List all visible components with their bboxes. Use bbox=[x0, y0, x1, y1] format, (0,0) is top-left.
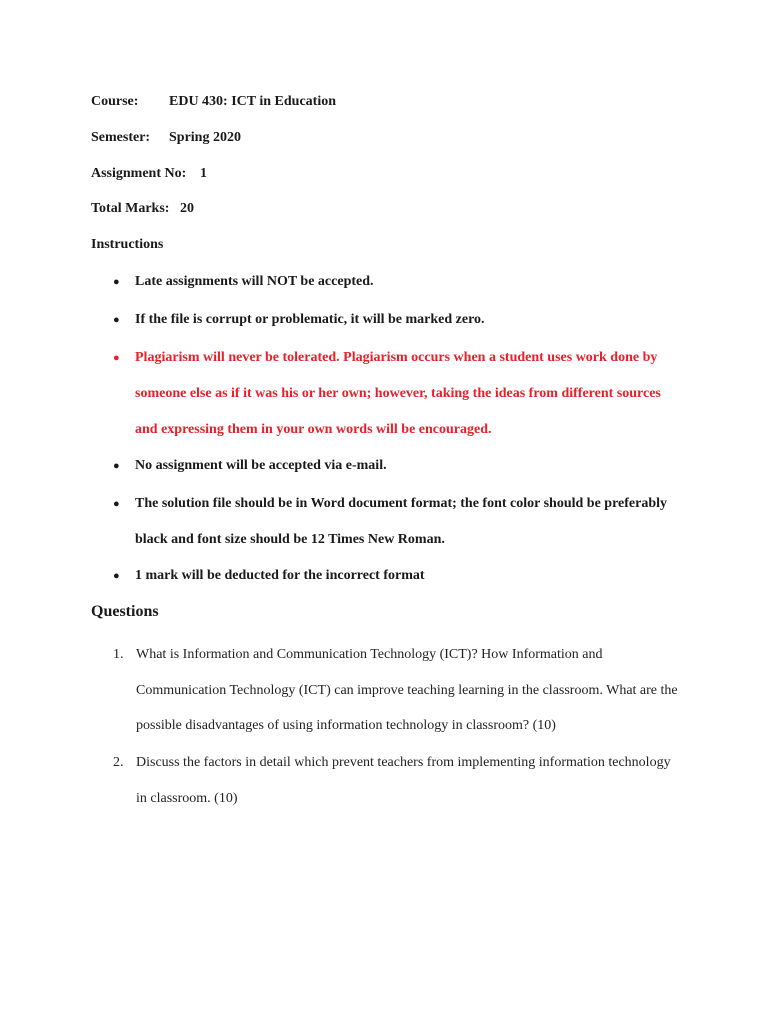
bullet-icon: ● bbox=[113, 314, 120, 326]
instruction-text: Late assignments will NOT be accepted. bbox=[135, 274, 374, 289]
total-marks-line bbox=[91, 201, 194, 217]
assignment-line bbox=[91, 166, 207, 182]
instruction-item bbox=[113, 448, 673, 484]
course-value: EDU 430: ICT in Education bbox=[169, 94, 337, 109]
instruction-item bbox=[113, 302, 673, 338]
bullet-icon: ● bbox=[113, 570, 120, 582]
instructions-label: Instructions bbox=[91, 237, 164, 252]
question-number: 1. bbox=[113, 647, 124, 662]
instruction-text: Plagiarism will never be tolerated. Plagiarism occurs when a student uses work done by someone else as if it was his or her own; however, taking the ideas from different sources and expressing them in your own words will be encouraged. bbox=[135, 350, 661, 437]
bullet-icon: ● bbox=[113, 276, 120, 288]
assignment-value: 1 bbox=[200, 166, 207, 181]
total-marks-label: Total Marks: bbox=[91, 201, 170, 216]
instruction-item bbox=[113, 264, 673, 300]
question-item bbox=[113, 745, 683, 816]
assignment-label: Assignment No: bbox=[91, 166, 187, 181]
questions-heading: Questions bbox=[91, 603, 159, 620]
bullet-icon: ● bbox=[113, 498, 120, 510]
course-label: Course: bbox=[91, 94, 139, 109]
instruction-item-plagiarism bbox=[113, 340, 673, 448]
total-marks-value: 20 bbox=[180, 201, 194, 216]
semester-label: Semester: bbox=[91, 130, 151, 145]
semester-value: Spring 2020 bbox=[169, 130, 241, 145]
instruction-text: No assignment will be accepted via e-mail. bbox=[135, 458, 387, 473]
semester-line bbox=[91, 130, 241, 146]
instruction-text: 1 mark will be deducted for the incorrect format bbox=[135, 568, 425, 583]
course-line bbox=[91, 94, 337, 110]
question-text: Discuss the factors in detail which prevent teachers from implementing information technology in classroom. (10) bbox=[136, 755, 671, 806]
instructions-heading bbox=[91, 237, 163, 253]
question-item bbox=[113, 637, 683, 744]
bullet-icon: ● bbox=[113, 460, 120, 472]
instruction-item bbox=[113, 486, 673, 558]
instruction-item bbox=[113, 558, 673, 594]
question-number: 2. bbox=[113, 755, 124, 770]
bullet-icon: ● bbox=[113, 352, 120, 364]
instruction-text: If the file is corrupt or problematic, it will be marked zero. bbox=[135, 312, 485, 327]
question-text: What is Information and Communication Technology (ICT)? How Information and Communication Technology (ICT) can improve teaching learning in the classroom. What are the possible disadvantages of using information technology in classroom? (10) bbox=[136, 647, 678, 733]
instruction-text: The solution file should be in Word document format; the font color should be preferably black and font size should be 12 Times New Roman. bbox=[135, 496, 668, 547]
